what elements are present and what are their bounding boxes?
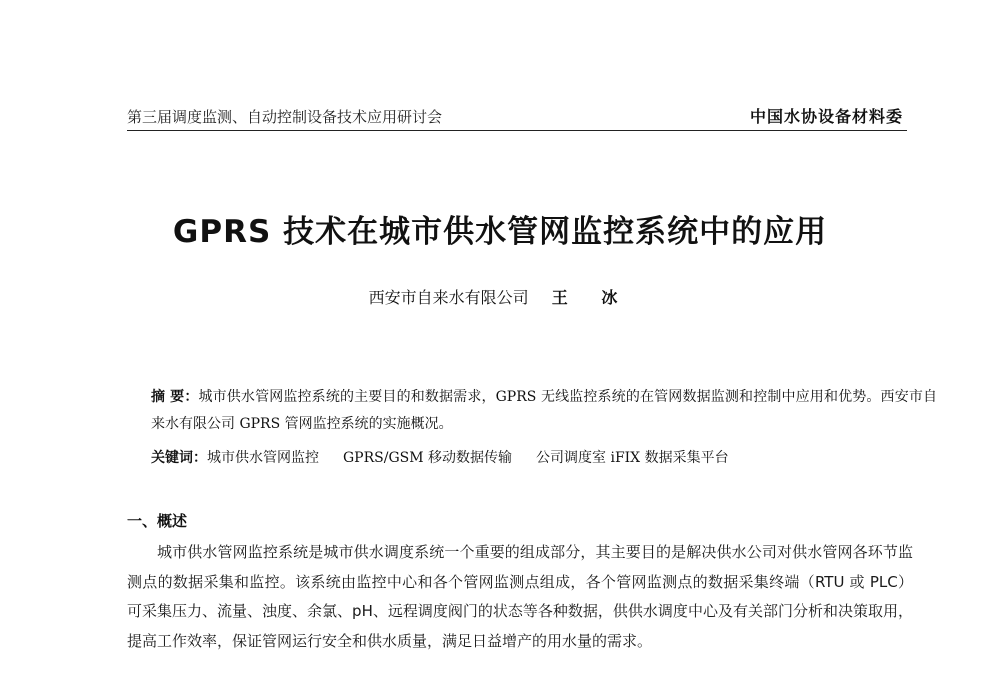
keyword-item: GPRS/GSM 移动数据传输	[343, 450, 513, 466]
abstract-text: 城市供水管网监控系统的主要目的和数据需求，GPRS 无线监控系统的在管网数据监测和控制中应用和优势。西安市自来水有限公司 GPRS 管网监控系统的实施概况。	[151, 389, 938, 432]
keywords	[151, 447, 911, 467]
header-rule	[127, 130, 907, 131]
publication-name: 中国水协设备材料委	[749, 107, 903, 126]
abstract	[127, 384, 937, 438]
abstract-label: 摘 要：	[151, 389, 199, 405]
keywords-label: 关键词：	[151, 450, 207, 466]
running-header	[127, 104, 907, 132]
byline	[0, 285, 1000, 308]
paper-title: GPRS 技术在城市供水管网监控系统中的应用	[172, 214, 828, 250]
keyword-item: 公司调度室 iFIX 数据采集平台	[536, 450, 729, 466]
keyword-item: 城市供水管网监控	[207, 450, 319, 466]
body-paragraph: 城市供水管网监控系统是城市供水调度系统一个重要的组成部分，其主要目的是解决供水公司对供水管网各环节监测点的数据采集和监控。该系统由监控中心和各个管网监测点组成，各个管网监测点的数据采集终端（RTU 或 PLC）可采集压力、流量、浊度、余氯、pH、远程调度阀门的状态等各种数据，供供水调度中心及有关部门分析和决策取用，提高工作效率，保证管网运行安全和供水质量，满足日益增产的用水量的需求。	[127, 543, 913, 650]
author-organization: 西安市自来水有限公司	[368, 288, 529, 307]
section-heading: 一、概述	[127, 512, 188, 530]
conference-name: 第三届调度监测、自动控制设备技术应用研讨会	[127, 108, 443, 126]
author-name: 王 冰	[551, 288, 632, 307]
